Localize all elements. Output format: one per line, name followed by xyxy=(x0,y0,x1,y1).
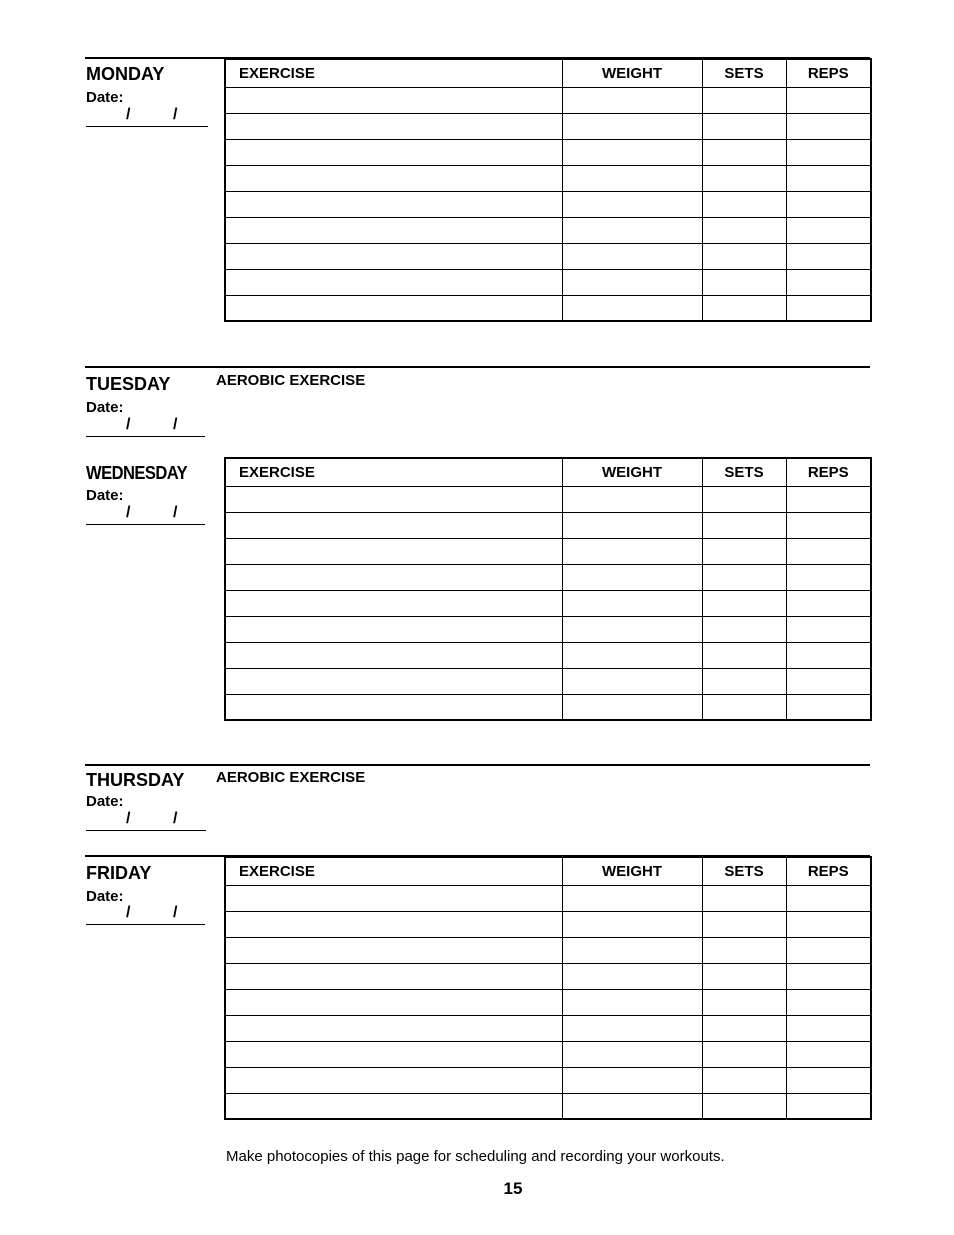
reps-cell[interactable] xyxy=(786,564,871,590)
reps-cell[interactable] xyxy=(786,590,871,616)
reps-cell[interactable] xyxy=(786,642,871,668)
exercise-cell[interactable] xyxy=(225,564,562,590)
exercise-column-header: EXERCISE xyxy=(225,857,562,885)
monday-heading: MONDAY xyxy=(86,64,165,84)
table-row xyxy=(225,1067,871,1093)
reps-column-header: REPS xyxy=(786,59,871,87)
weight-cell[interactable] xyxy=(562,1041,702,1067)
friday-heading: FRIDAY xyxy=(86,863,152,883)
weight-column-header: WEIGHT xyxy=(562,857,702,885)
thursday-aerobic-label: AEROBIC EXERCISE xyxy=(216,769,366,786)
sets-cell[interactable] xyxy=(702,512,786,538)
weight-cell[interactable] xyxy=(562,191,702,217)
date-slash: / xyxy=(126,416,131,433)
sets-cell[interactable] xyxy=(702,989,786,1015)
table-row xyxy=(225,694,871,720)
reps-cell[interactable] xyxy=(786,538,871,564)
weight-column-header: WEIGHT xyxy=(562,458,702,486)
weight-cell[interactable] xyxy=(562,486,702,512)
weight-cell[interactable] xyxy=(562,963,702,989)
table-row xyxy=(225,963,871,989)
sets-cell[interactable] xyxy=(702,295,786,321)
exercise-cell[interactable] xyxy=(225,885,562,911)
table-row xyxy=(225,1015,871,1041)
sets-cell[interactable] xyxy=(702,538,786,564)
friday-rows xyxy=(225,885,871,1119)
weight-cell[interactable] xyxy=(562,937,702,963)
exercise-cell[interactable] xyxy=(225,113,562,139)
table-row xyxy=(225,295,871,321)
sets-cell[interactable] xyxy=(702,139,786,165)
date-slash: / xyxy=(173,106,178,123)
thursday-date-field[interactable] xyxy=(86,812,206,831)
sets-cell[interactable] xyxy=(702,191,786,217)
reps-cell[interactable] xyxy=(786,1067,871,1093)
table-row xyxy=(225,642,871,668)
table-header-row xyxy=(225,59,871,87)
exercise-cell[interactable] xyxy=(225,963,562,989)
exercise-cell[interactable] xyxy=(225,165,562,191)
weight-cell[interactable] xyxy=(562,911,702,937)
wednesday-rows xyxy=(225,486,871,720)
exercise-cell[interactable] xyxy=(225,590,562,616)
tuesday-top-rule xyxy=(85,366,870,368)
sets-cell[interactable] xyxy=(702,963,786,989)
exercise-cell[interactable] xyxy=(225,989,562,1015)
weight-cell[interactable] xyxy=(562,1067,702,1093)
table-row xyxy=(225,139,871,165)
sets-cell[interactable] xyxy=(702,885,786,911)
weight-cell[interactable] xyxy=(562,694,702,720)
reps-cell[interactable] xyxy=(786,911,871,937)
exercise-cell[interactable] xyxy=(225,642,562,668)
wednesday-exercise-table xyxy=(224,457,872,721)
reps-column-header: REPS xyxy=(786,857,871,885)
reps-cell[interactable] xyxy=(786,269,871,295)
tuesday-heading: TUESDAY xyxy=(86,374,171,394)
exercise-cell[interactable] xyxy=(225,269,562,295)
exercise-cell[interactable] xyxy=(225,937,562,963)
table-row xyxy=(225,937,871,963)
exercise-column-header: EXERCISE xyxy=(225,458,562,486)
table-row xyxy=(225,486,871,512)
sets-cell[interactable] xyxy=(702,1067,786,1093)
reps-column-header: REPS xyxy=(786,458,871,486)
thursday-heading: THURSDAY xyxy=(86,770,185,790)
tuesday-date-label: Date: xyxy=(86,399,124,416)
reps-cell[interactable] xyxy=(786,512,871,538)
exercise-column-header: EXERCISE xyxy=(225,59,562,87)
exercise-cell[interactable] xyxy=(225,243,562,269)
reps-cell[interactable] xyxy=(786,1015,871,1041)
weight-cell[interactable] xyxy=(562,989,702,1015)
exercise-cell[interactable] xyxy=(225,1015,562,1041)
weight-column-header: WEIGHT xyxy=(562,59,702,87)
sets-cell[interactable] xyxy=(702,668,786,694)
table-row xyxy=(225,616,871,642)
friday-date-field[interactable] xyxy=(86,906,205,925)
wednesday-date-field[interactable] xyxy=(86,506,205,525)
reps-cell[interactable] xyxy=(786,1093,871,1119)
sets-cell[interactable] xyxy=(702,642,786,668)
table-row xyxy=(225,911,871,937)
friday-date-label: Date: xyxy=(86,888,124,905)
table-header-row xyxy=(225,857,871,885)
sets-column-header: SETS xyxy=(702,458,786,486)
weight-cell[interactable] xyxy=(562,564,702,590)
tuesday-aerobic-label: AEROBIC EXERCISE xyxy=(216,372,366,389)
table-row xyxy=(225,165,871,191)
tuesday-date-field[interactable] xyxy=(86,418,205,437)
sets-cell[interactable] xyxy=(702,616,786,642)
reps-cell[interactable] xyxy=(786,139,871,165)
weight-cell[interactable] xyxy=(562,590,702,616)
reps-cell[interactable] xyxy=(786,937,871,963)
exercise-cell[interactable] xyxy=(225,295,562,321)
date-slash: / xyxy=(173,416,178,433)
exercise-cell[interactable] xyxy=(225,217,562,243)
reps-cell[interactable] xyxy=(786,963,871,989)
reps-cell[interactable] xyxy=(786,694,871,720)
weight-cell[interactable] xyxy=(562,217,702,243)
thursday-top-rule xyxy=(85,764,870,766)
wednesday-heading: WEDNESDAY xyxy=(86,463,188,483)
sets-cell[interactable] xyxy=(702,564,786,590)
reps-cell[interactable] xyxy=(786,87,871,113)
exercise-cell[interactable] xyxy=(225,668,562,694)
sets-cell[interactable] xyxy=(702,243,786,269)
weight-cell[interactable] xyxy=(562,295,702,321)
sets-cell[interactable] xyxy=(702,937,786,963)
weight-cell[interactable] xyxy=(562,668,702,694)
table-row xyxy=(225,269,871,295)
sets-cell[interactable] xyxy=(702,1041,786,1067)
reps-cell[interactable] xyxy=(786,295,871,321)
exercise-cell[interactable] xyxy=(225,1093,562,1119)
sets-cell[interactable] xyxy=(702,486,786,512)
table-row xyxy=(225,512,871,538)
exercise-cell[interactable] xyxy=(225,139,562,165)
sets-cell[interactable] xyxy=(702,269,786,295)
sets-cell[interactable] xyxy=(702,1015,786,1041)
sets-column-header: SETS xyxy=(702,857,786,885)
reps-cell[interactable] xyxy=(786,217,871,243)
sets-cell[interactable] xyxy=(702,87,786,113)
sets-cell[interactable] xyxy=(702,113,786,139)
table-row xyxy=(225,191,871,217)
weight-cell[interactable] xyxy=(562,113,702,139)
weight-cell[interactable] xyxy=(562,87,702,113)
exercise-cell[interactable] xyxy=(225,694,562,720)
exercise-cell[interactable] xyxy=(225,616,562,642)
page-number: 15 xyxy=(503,1179,523,1198)
weight-cell[interactable] xyxy=(562,616,702,642)
reps-cell[interactable] xyxy=(786,243,871,269)
weight-cell[interactable] xyxy=(562,1015,702,1041)
sets-cell[interactable] xyxy=(702,165,786,191)
table-row xyxy=(225,87,871,113)
exercise-cell[interactable] xyxy=(225,512,562,538)
monday-date-label: Date: xyxy=(86,89,124,106)
exercise-cell[interactable] xyxy=(225,1067,562,1093)
exercise-cell[interactable] xyxy=(225,191,562,217)
reps-cell[interactable] xyxy=(786,165,871,191)
exercise-cell[interactable] xyxy=(225,911,562,937)
sets-cell[interactable] xyxy=(702,217,786,243)
photocopy-note: Make photocopies of this page for scheduling and recording your workouts. xyxy=(226,1148,725,1165)
table-row xyxy=(225,1041,871,1067)
thursday-date-label: Date: xyxy=(86,793,124,810)
sets-cell[interactable] xyxy=(702,1093,786,1119)
sets-cell[interactable] xyxy=(702,911,786,937)
monday-date-field[interactable] xyxy=(86,108,208,127)
table-row xyxy=(225,564,871,590)
reps-cell[interactable] xyxy=(786,616,871,642)
table-row xyxy=(225,113,871,139)
reps-cell[interactable] xyxy=(786,486,871,512)
reps-cell[interactable] xyxy=(786,989,871,1015)
table-row xyxy=(225,217,871,243)
weight-cell[interactable] xyxy=(562,269,702,295)
friday-exercise-table xyxy=(224,856,872,1120)
wednesday-date-label: Date: xyxy=(86,487,124,504)
weight-cell[interactable] xyxy=(562,642,702,668)
table-row xyxy=(225,590,871,616)
table-row xyxy=(225,885,871,911)
weight-cell[interactable] xyxy=(562,538,702,564)
exercise-cell[interactable] xyxy=(225,486,562,512)
exercise-cell[interactable] xyxy=(225,538,562,564)
sets-column-header: SETS xyxy=(702,59,786,87)
weight-cell[interactable] xyxy=(562,512,702,538)
table-header-row xyxy=(225,458,871,486)
table-row xyxy=(225,989,871,1015)
date-slash: / xyxy=(173,810,178,827)
weight-cell[interactable] xyxy=(562,165,702,191)
weight-cell[interactable] xyxy=(562,885,702,911)
weight-cell[interactable] xyxy=(562,139,702,165)
table-row xyxy=(225,538,871,564)
date-slash: / xyxy=(126,106,131,123)
reps-cell[interactable] xyxy=(786,885,871,911)
date-slash: / xyxy=(173,904,178,921)
monday-exercise-table xyxy=(224,58,872,322)
exercise-cell[interactable] xyxy=(225,87,562,113)
reps-cell[interactable] xyxy=(786,191,871,217)
date-slash: / xyxy=(126,810,131,827)
weight-cell[interactable] xyxy=(562,243,702,269)
reps-cell[interactable] xyxy=(786,1041,871,1067)
date-slash: / xyxy=(126,504,131,521)
sets-cell[interactable] xyxy=(702,590,786,616)
table-row xyxy=(225,243,871,269)
table-row xyxy=(225,668,871,694)
reps-cell[interactable] xyxy=(786,668,871,694)
reps-cell[interactable] xyxy=(786,113,871,139)
date-slash: / xyxy=(173,504,178,521)
exercise-cell[interactable] xyxy=(225,1041,562,1067)
weight-cell[interactable] xyxy=(562,1093,702,1119)
sets-cell[interactable] xyxy=(702,694,786,720)
monday-rows xyxy=(225,87,871,321)
date-slash: / xyxy=(126,904,131,921)
table-row xyxy=(225,1093,871,1119)
